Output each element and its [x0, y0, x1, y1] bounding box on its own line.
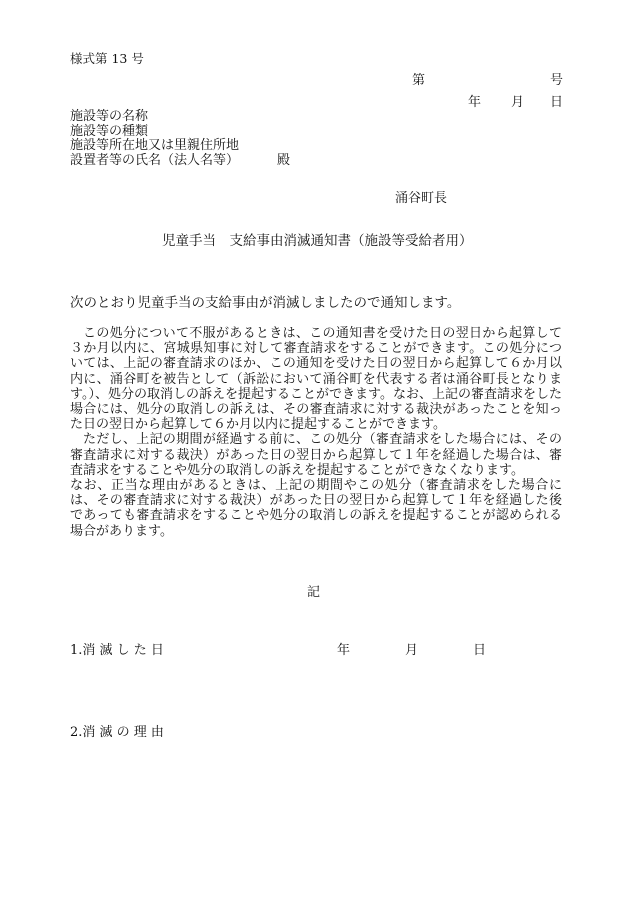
- extinction-date-label: 1.消 滅 し た 日: [70, 643, 164, 658]
- honorific-dono: 殿: [277, 152, 291, 168]
- lead-text: 次のとおり児童手当の支給事由が消滅しましたので通知します。: [70, 295, 461, 311]
- form-number: 様式第 13 号: [70, 51, 144, 66]
- facility-name-label: 施設等の名称: [70, 109, 149, 124]
- appeal-paragraph-3: なお、正当な理由があるときは、上記の期間やこの処分（審査請求をした場合には、その審査請求に対する裁決）があった日の翌日から起算して１年を経過した後であっても審査請求をすることや処分の取消しの訴えを提起することが認められる場合があります。: [70, 478, 562, 539]
- appeal-notice: [70, 326, 562, 539]
- extinction-reason-label: 2.消 滅 の 理 由: [70, 725, 164, 740]
- extinction-date-month: 月: [405, 643, 419, 658]
- document-title: 児童手当 支給事由消滅通知書（施設等受給者用）: [162, 233, 473, 249]
- founder-name-label: 設置者等の氏名（法人名等）: [70, 152, 240, 168]
- document-number-suffix: 号: [550, 73, 564, 88]
- extinction-date-day: 日: [473, 643, 487, 658]
- extinction-date-year: 年: [337, 643, 351, 658]
- issue-date-day: 日: [550, 95, 564, 110]
- facility-address-label: 施設等所在地又は里親住所地: [70, 138, 240, 153]
- appeal-paragraph-1: この処分について不服があるときは、この通知書を受けた日の翌日から起算して３か月以内に、宮城県知事に対して審査請求をすることができます。この処分については、上記の審査請求のほか、この通知を受けた日の翌日から起算して６か月以内に、涌谷町を被告として（訴訟において涌谷町を代表する者は涌谷町長となります。）、処分の取消しの訴えを提起することができます。なお、上記の審査請求をした場合には、処分の取消しの訴えは、その審査請求に対する裁決があったことを知った日の翌日から起算して６か月以内に提起することができます。: [70, 326, 562, 433]
- issue-date-year: 年: [468, 95, 482, 110]
- appeal-paragraph-2: ただし、上記の期間が経過する前に、この処分（審査請求をした場合には、その審査請求に対する裁決）があった日の翌日から起算して１年を経過した場合は、審査請求をすることや処分の取消しの訴えを提起することができなくなります。: [70, 432, 562, 478]
- document-number-prefix: 第: [412, 73, 426, 88]
- facility-type-label: 施設等の種類: [70, 123, 149, 139]
- ki-heading: 記: [307, 585, 321, 600]
- issue-date-month: 月: [511, 95, 525, 110]
- addressee-block: [70, 110, 290, 168]
- founder-name-row: [70, 154, 290, 169]
- issuer-mayor: 涌谷町長: [395, 191, 448, 206]
